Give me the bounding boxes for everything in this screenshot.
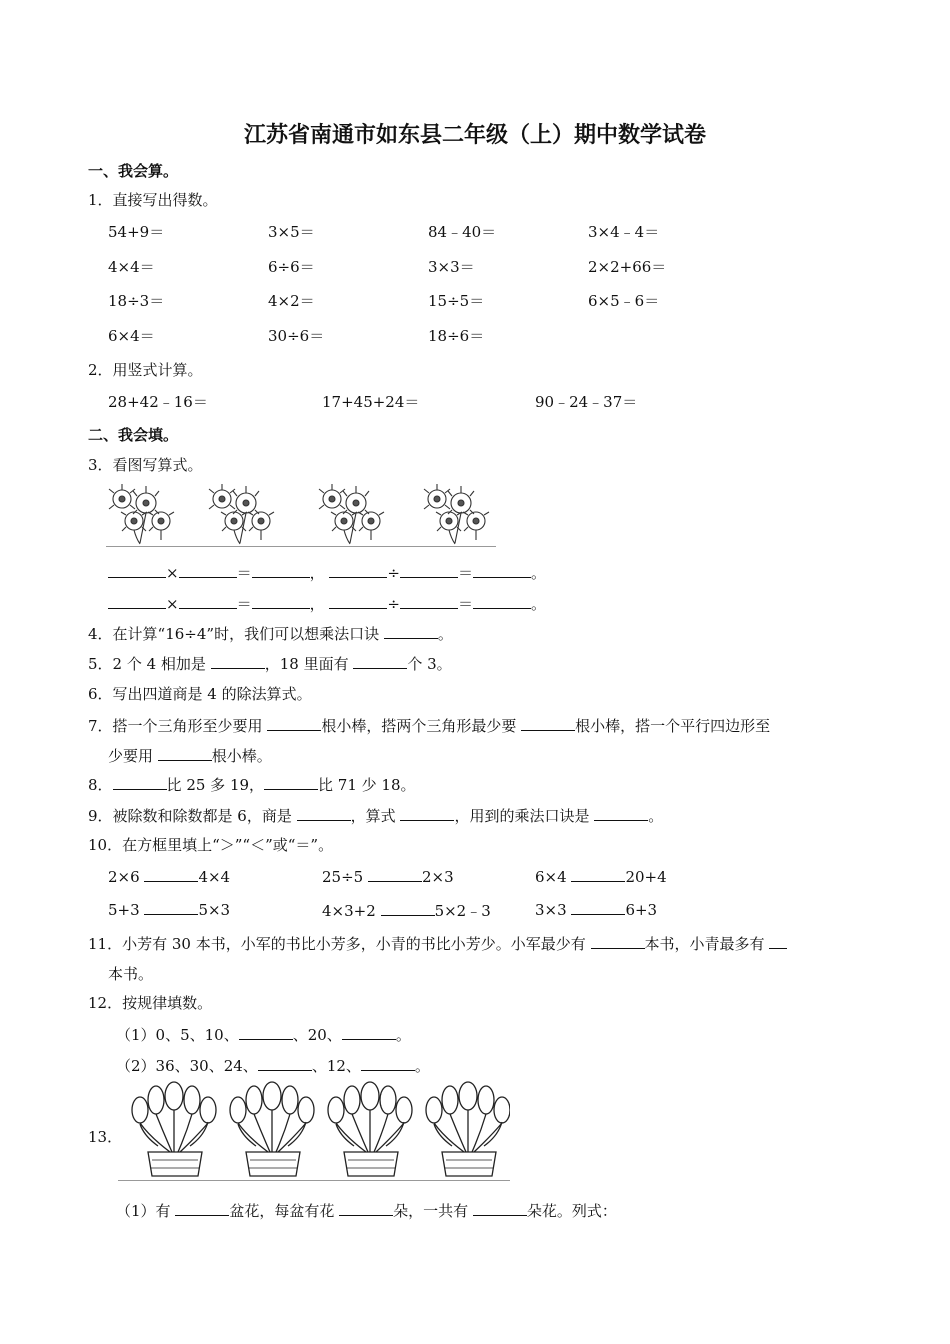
q9 (88, 805, 663, 826)
q1-item: 4×2＝ (268, 292, 315, 310)
answer-blank[interactable] (264, 775, 318, 790)
equals-sign: ＝ (457, 595, 473, 613)
answer-blank[interactable] (144, 867, 198, 882)
q7-text: 根小棒。 (211, 747, 272, 765)
answer-blank[interactable] (267, 716, 321, 731)
period: 。 (530, 564, 546, 582)
q8-text: 比 25 多 19， (166, 776, 265, 794)
q13-text: 盆花，每盆有花 (229, 1202, 335, 1220)
compare-right: 5×2﹣3 (434, 902, 491, 920)
answer-blank[interactable] (144, 900, 198, 915)
answer-blank[interactable] (179, 563, 237, 578)
answer-blank[interactable] (258, 1056, 312, 1071)
q7-line1 (88, 715, 770, 736)
answer-blank[interactable] (339, 1201, 393, 1216)
q13-text: 朵，一共有 (393, 1202, 469, 1220)
q2-item: 17+45+24＝ (322, 393, 420, 411)
answer-blank[interactable] (329, 563, 387, 578)
answer-blank[interactable] (108, 594, 166, 609)
q2-label: 2．用竖式计算。 (88, 361, 203, 379)
q1-item: 15÷5＝ (428, 292, 485, 310)
q11-text: 11．小芳有 30 本书，小军的书比小芳多，小青的书比小芳少。小军最少有 (88, 935, 586, 953)
q12-label: 12．按规律填数。 (88, 994, 213, 1012)
compare-left: 5+3 (108, 901, 140, 919)
answer-blank[interactable] (368, 867, 422, 882)
compare-right: 5×3 (198, 901, 231, 919)
q1-item: 2×2+66＝ (588, 258, 667, 276)
answer-blank[interactable] (113, 775, 167, 790)
q4 (88, 623, 453, 644)
q9-text: 。 (648, 807, 664, 825)
answer-blank[interactable] (353, 654, 407, 669)
compare-left: 4×3+2 (322, 902, 376, 920)
q1-item: 18÷6＝ (428, 327, 485, 345)
period: 。 (530, 595, 546, 613)
q1-item: 30÷6＝ (268, 327, 325, 345)
compare-right: 20+4 (625, 868, 667, 886)
answer-blank[interactable] (179, 594, 237, 609)
q1-label: 1．直接写出得数。 (88, 191, 218, 209)
answer-blank[interactable] (473, 563, 531, 578)
q7-text: 少要用 (108, 747, 154, 765)
section-1-heading: 一、我会算。 (88, 162, 179, 180)
answer-blank[interactable] (594, 806, 648, 821)
q8-text: 8． (88, 776, 113, 794)
answer-blank[interactable] (211, 654, 265, 669)
image-underline (118, 1180, 510, 1181)
page-title: 江苏省南通市如东县二年级（上）期中数学试卷 (243, 123, 706, 148)
q12-sequence-2 (116, 1055, 430, 1076)
answer-blank[interactable] (571, 900, 625, 915)
compare-left: 6×4 (535, 868, 567, 886)
compare-item (108, 900, 230, 919)
answer-blank[interactable] (400, 563, 458, 578)
q4-end: 。 (437, 625, 453, 643)
compare-item (108, 867, 230, 886)
divide-sign: ÷ (387, 564, 400, 582)
compare-item (322, 867, 454, 886)
divide-sign: ÷ (387, 595, 400, 613)
answer-blank[interactable] (239, 1025, 293, 1040)
sequence-text: 。 (395, 1026, 411, 1044)
q1-item: 3×3＝ (428, 258, 475, 276)
q8-text: 比 71 少 18。 (318, 776, 416, 794)
q5-text: 5．2 个 4 相加是 (88, 655, 206, 673)
q9-text: ，算式 (350, 807, 396, 825)
sequence-text: （2）36、30、24、 (116, 1057, 258, 1075)
answer-blank[interactable] (158, 746, 212, 761)
q9-text: ，用到的乘法口诀是 (454, 807, 590, 825)
answer-blank[interactable] (521, 716, 575, 731)
q10-label: 10．在方框里填上“＞”“＜”或“＝”。 (88, 836, 334, 854)
times-sign: × (166, 564, 179, 582)
comma: ， (309, 564, 325, 582)
answer-blank[interactable] (361, 1056, 415, 1071)
q11-line2: 本书。 (108, 965, 154, 983)
answer-blank[interactable] (591, 934, 645, 949)
answer-blank[interactable] (342, 1025, 396, 1040)
compare-right: 4×4 (198, 868, 231, 886)
answer-blank[interactable] (381, 901, 435, 916)
q13-text: （1）有 (116, 1202, 171, 1220)
answer-blank[interactable] (297, 806, 351, 821)
times-sign: × (166, 595, 179, 613)
q7-line2 (108, 745, 272, 766)
equals-sign: ＝ (236, 564, 252, 582)
q13-part-1 (116, 1200, 617, 1221)
image-underline (106, 546, 496, 547)
q1-item: 18÷3＝ (108, 292, 165, 310)
compare-left: 3×3 (535, 901, 567, 919)
flower-cluster-image (106, 481, 498, 549)
q7-text: 根小棒，搭两个三角形最少要 (321, 717, 517, 735)
q1-item: 6×5﹣6＝ (588, 292, 660, 310)
q12-sequence-1 (116, 1024, 411, 1045)
sequence-text: 、12、 (311, 1057, 361, 1075)
sequence-text: 、20、 (292, 1026, 342, 1044)
answer-blank[interactable] (108, 563, 166, 578)
compare-item (535, 867, 667, 886)
q5 (88, 653, 452, 674)
q3-label: 3．看图写算式。 (88, 456, 203, 474)
sequence-text: （1）0、5、10、 (116, 1026, 239, 1044)
compare-left: 25÷5 (322, 868, 364, 886)
q1-item: 84﹣40＝ (428, 223, 497, 241)
equals-sign: ＝ (457, 564, 473, 582)
comma: ， (309, 595, 325, 613)
flower-pots-image (118, 1080, 510, 1182)
q4-text: 4．在计算“16÷4”时，我们可以想乘法口诀 (88, 625, 380, 643)
q13-label: 13． (88, 1128, 123, 1146)
q1-item: 6÷6＝ (268, 258, 315, 276)
answer-blank[interactable] (400, 594, 458, 609)
answer-blank[interactable] (769, 934, 787, 949)
answer-blank[interactable] (252, 594, 310, 609)
answer-blank[interactable] (329, 594, 387, 609)
q7-text: 7．搭一个三角形至少要用 (88, 717, 263, 735)
q7-text: 根小棒，搭一个平行四边形至 (575, 717, 771, 735)
compare-item (322, 900, 491, 921)
q3-formula-row (108, 562, 546, 583)
q3-formula-row (108, 593, 546, 614)
q1-item: 54+9＝ (108, 223, 165, 241)
q1-item: 6×4＝ (108, 327, 155, 345)
compare-right: 2×3 (421, 868, 454, 886)
q1-item: 3×5＝ (268, 223, 315, 241)
q1-item: 4×4＝ (108, 258, 155, 276)
answer-blank[interactable] (571, 867, 625, 882)
equals-sign: ＝ (236, 595, 252, 613)
answer-blank[interactable] (384, 624, 438, 639)
compare-right: 6+3 (625, 901, 658, 919)
q8 (88, 774, 416, 795)
compare-left: 2×6 (108, 868, 140, 886)
q6: 6．写出四道商是 4 的除法算式。 (88, 685, 312, 703)
q11-line1 (88, 933, 787, 954)
q2-item: 90﹣24﹣37＝ (535, 393, 638, 411)
compare-item (535, 900, 657, 919)
answer-blank[interactable] (400, 806, 454, 821)
q5-text: 个 3。 (407, 655, 452, 673)
sequence-text: 。 (414, 1057, 430, 1075)
q9-text: 9．被除数和除数都是 6，商是 (88, 807, 292, 825)
q2-item: 28+42﹣16＝ (108, 393, 208, 411)
answer-blank[interactable] (473, 594, 531, 609)
answer-blank[interactable] (175, 1201, 229, 1216)
q11-text: 本书，小青最多有 (644, 935, 765, 953)
q13-text: 朵花。列式： (526, 1202, 617, 1220)
q1-item: 3×4﹣4＝ (588, 223, 660, 241)
answer-blank[interactable] (473, 1201, 527, 1216)
section-2-heading: 二、我会填。 (88, 426, 179, 444)
q5-text: ，18 里面有 (264, 655, 349, 673)
answer-blank[interactable] (252, 563, 310, 578)
